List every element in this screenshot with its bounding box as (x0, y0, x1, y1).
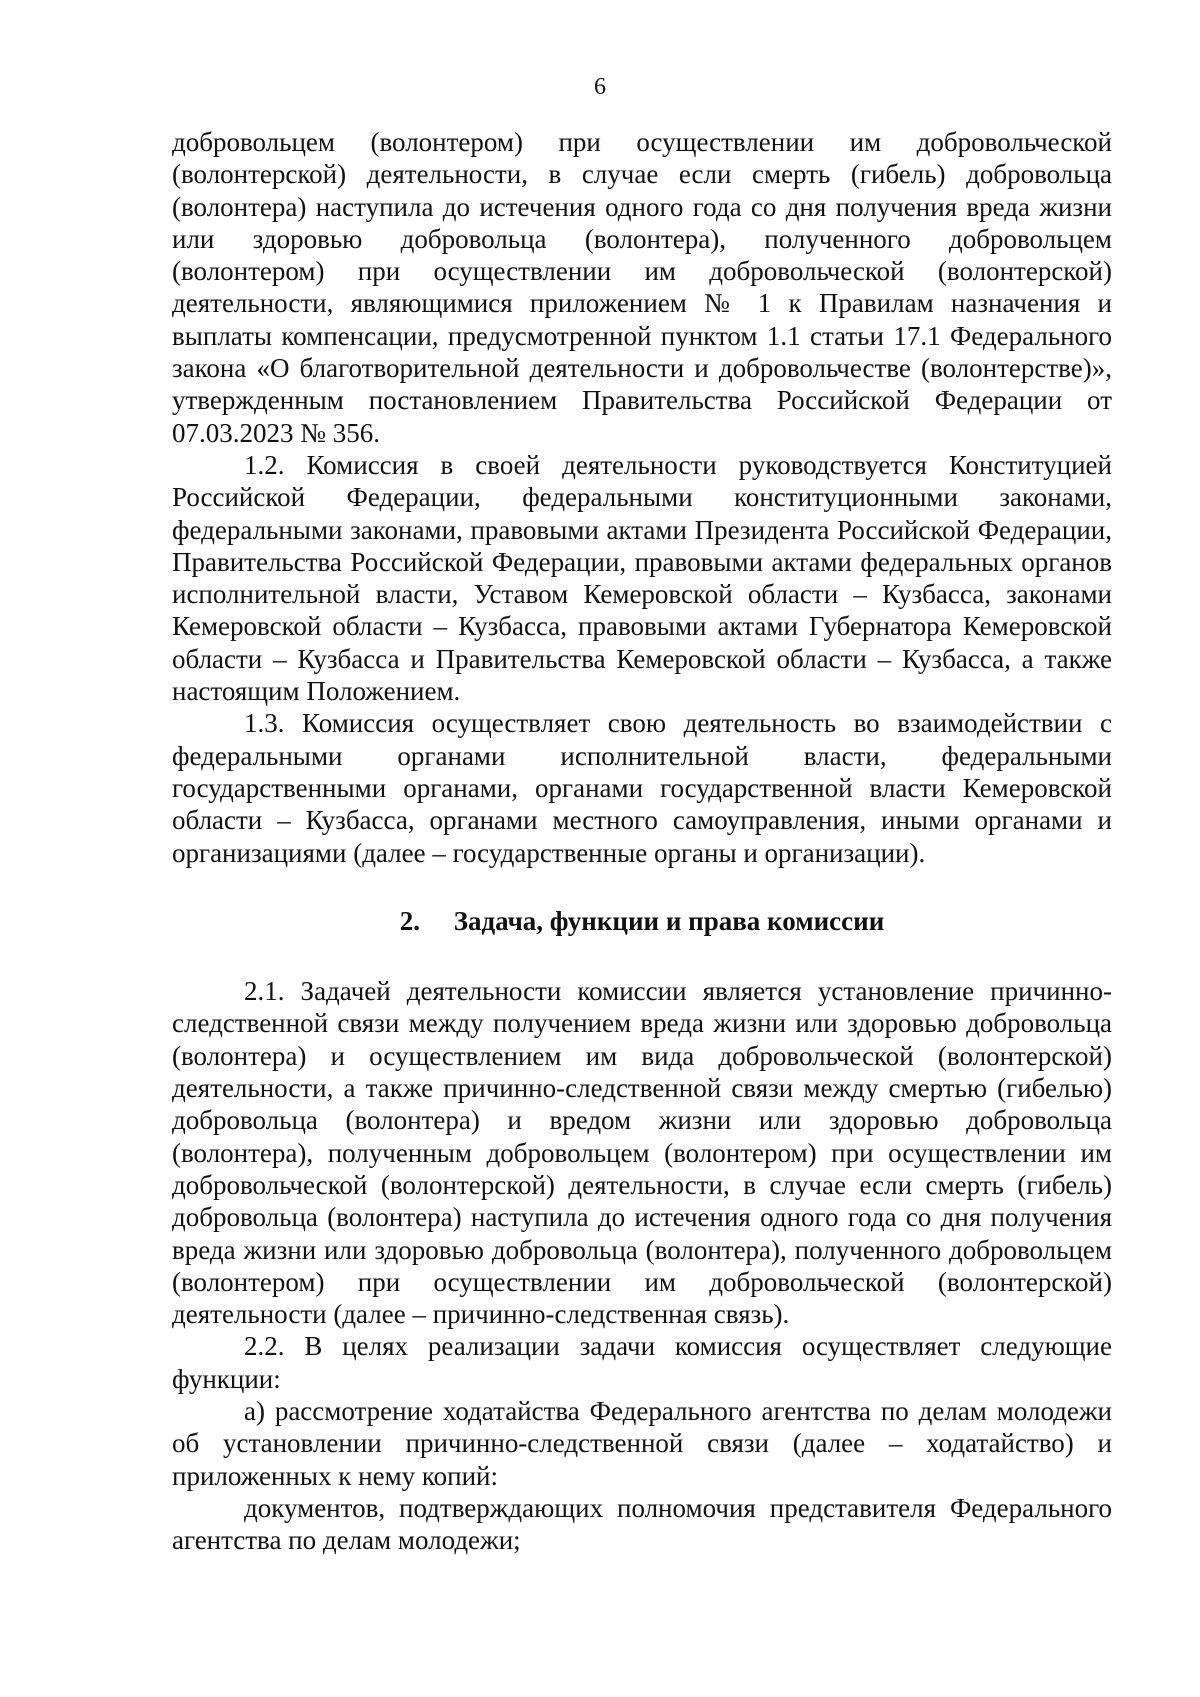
paragraph-a: а) рассмотрение ходатайства Федерального агентства по делам молодежи об установлении причинно-следственной связи (далее – ходатайство) и приложенных к нему копий: (172, 1395, 1112, 1491)
paragraph-2-1: 2.1. Задачей деятельности комиссии является установление причинно-следственной связи между получением вреда жизни или здоровью добровольца (волонтера) и осуществлением им вида добровольческой (волонтерской) деятельности, а также причинно-следственной связи между смертью (гибелью) добровольца (волонтера) и вредом жизни или здоровью добровольца (волонтера), полученным добровольцем (волонтером) при осуществлении им добровольческой (волонтерской) деятельности, в случае если смерть (гибель) добровольца (волонтера) наступила до истечения одного года со дня получения вреда жизни или здоровью добровольца (волонтера), полученного добровольцем (волонтером) при осуществлении им добровольческой (волонтерской) деятельности (далее – причинно-следственная связь). (172, 976, 1112, 1330)
document-body (172, 126, 1112, 1556)
section-heading (172, 905, 1112, 937)
section-title: Задача, функции и права комиссии (453, 905, 885, 936)
page-number: 6 (594, 74, 606, 100)
section-number: 2. (399, 905, 420, 936)
paragraph-continuation: добровольцем (волонтером) при осуществлении им добровольческой (волонтерской) деятельности, в случае если смерть (гибель) добровольца (волонтера) наступила до истечения одного года со дня получения вреда жизни или здоровью добровольца (волонтера), полученного добровольцем (волонтером) при осуществлении им добровольческой (волонтерской) деятельности, являющимися приложением № 1 к Правилам назначения и выплаты компенсации, предусмотренной пунктом 1.1 статьи 17.1 Федерального закона «О благотворительной деятельности и добровольчестве (волонтерстве)», утвержденным постановлением Правительства Российской Федерации от 07.03.2023 № 356. (172, 127, 1112, 448)
paragraph-1-3: 1.3. Комиссия осуществляет свою деятельность во взаимодействии с федеральными органами исполнительной власти, федеральными государственными органами, органами государственной власти Кемеровской области – Кузбасса, органами местного самоуправления, иными органами и организациями (далее – государственные органы и организации). (172, 708, 1112, 868)
paragraph-1-2: 1.2. Комиссия в своей деятельности руководствуется Конституцией Российской Федерации, федеральными конституционными законами, федеральными законами, правовыми актами Президента Российской Федерации, Правительства Российской Федерации, правовыми актами федеральных органов исполнительной власти, Уставом Кемеровской области – Кузбасса, законами Кемеровской области – Кузбасса, правовыми актами Губернатора Кемеровской области – Кузбасса и Правительства Кемеровской области – Кузбасса, а также настоящим Положением. (172, 449, 1112, 707)
paragraph-documents: документов, подтверждающих полномочия представителя Федерального агентства по делам молодежи; (172, 1492, 1112, 1556)
paragraph-2-2: 2.2. В целях реализации задачи комиссия осуществляет следующие функции: (172, 1331, 1112, 1394)
